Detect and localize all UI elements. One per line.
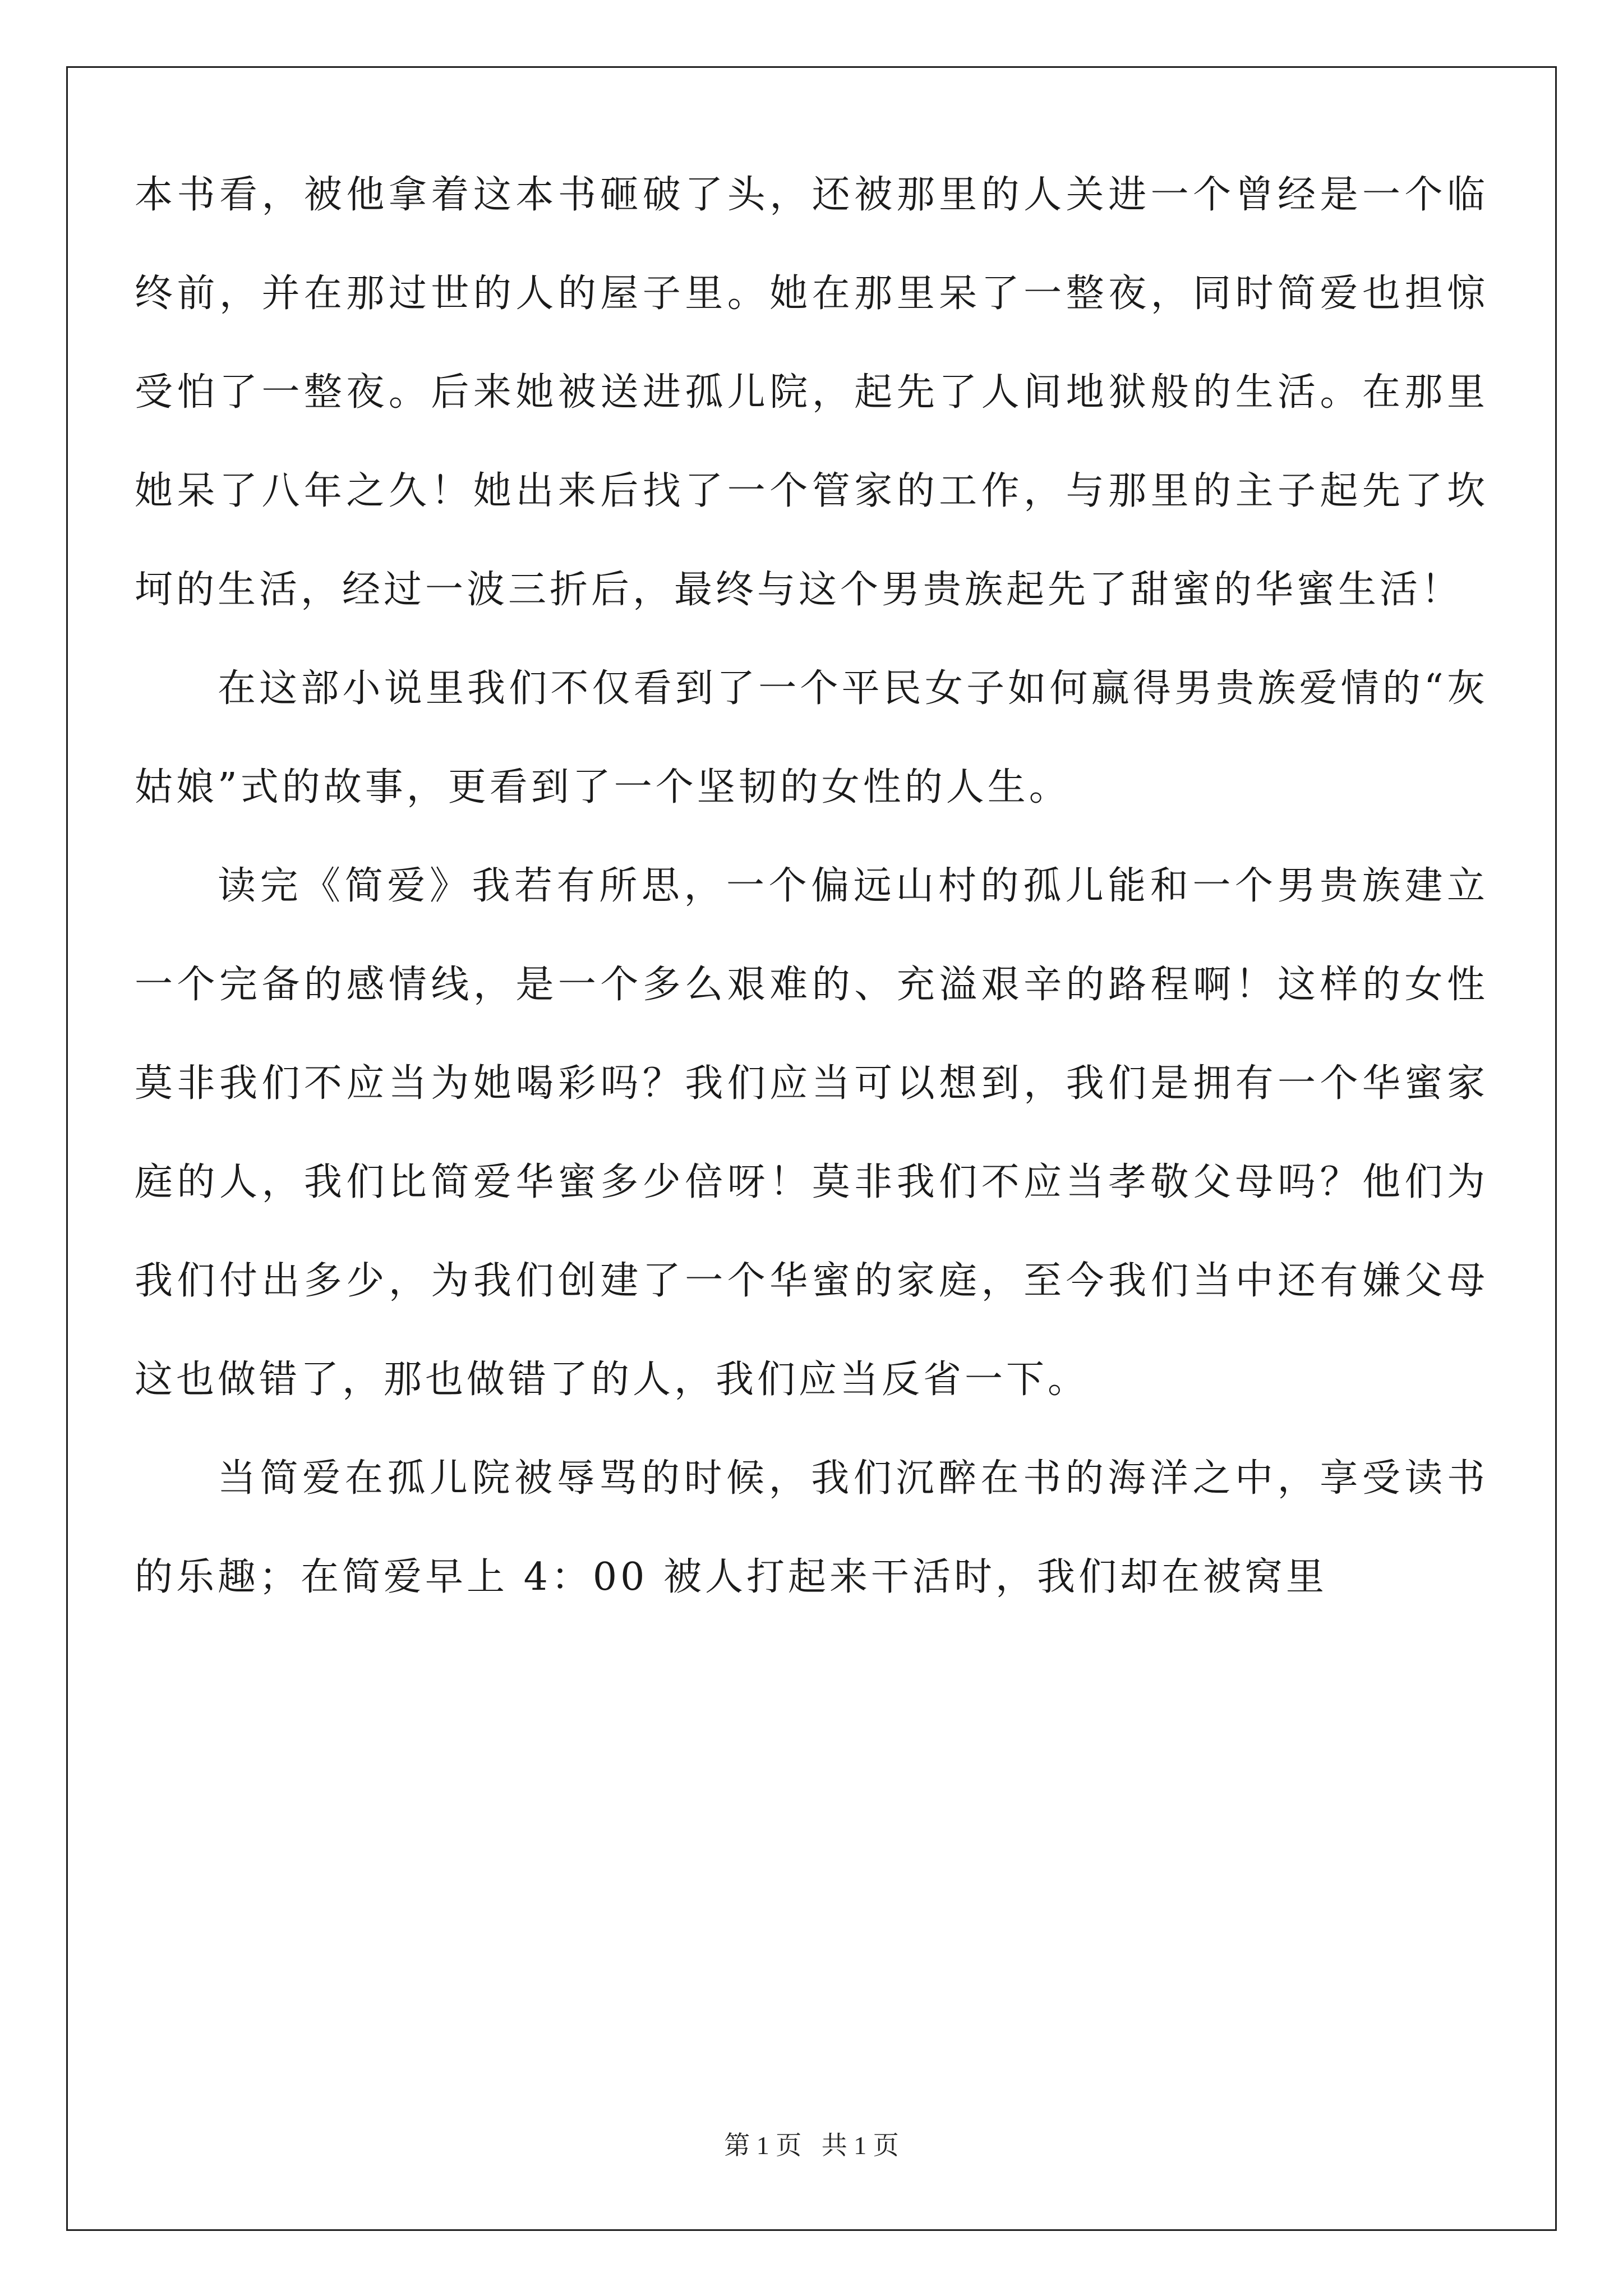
document-body: [135, 146, 1488, 1627]
page-number: 第 1 页: [724, 2131, 802, 2160]
paragraph-2: 在这部小说里我们不仅看到了一个平民女子如何赢得男贵族爱情的“灰姑娘”式的故事，更看到了一个坚韧的女性的人生。: [135, 666, 1488, 809]
paragraph-3: 读完《简爱》我若有所思，一个偏远山村的孤儿能和一个男贵族建立一个完备的感情线，是一个多么艰难的、充溢艰辛的路程啊！这样的女性莫非我们不应当为她喝彩吗？我们应当可以想到，我们是拥有一个华蜜家庭的人，我们比简爱华蜜多少倍呀！莫非我们不应当孝敬父母吗？他们为我们付出多少，为我们创建了一个华蜜的家庭，至今我们当中还有嫌父母这也做错了，那也做错了的人，我们应当反省一下。: [135, 864, 1488, 1402]
paragraph-4: 当简爱在孤儿院被辱骂的时候，我们沉醉在书的海洋之中，享受读书的乐趣；在简爱早上 4：00 被人打起来干活时，我们却在被窝里: [135, 1456, 1488, 1599]
page-footer: [0, 2125, 1623, 2162]
paragraph-1: 本书看，被他拿着这本书砸破了头，还被那里的人关进一个曾经是一个临终前，并在那过世的人的屋子里。她在那里呆了一整夜，同时简爱也担惊受怕了一整夜。后来她被送进孤儿院，起先了人间地狱般的生活。在那里她呆了八年之久！她出来后找了一个管家的工作，与那里的主子起先了坎坷的生活，经过一波三折后，最终与这个男贵族起先了甜蜜的华蜜生活！: [135, 173, 1488, 612]
page-total: 共 1 页: [821, 2131, 899, 2160]
